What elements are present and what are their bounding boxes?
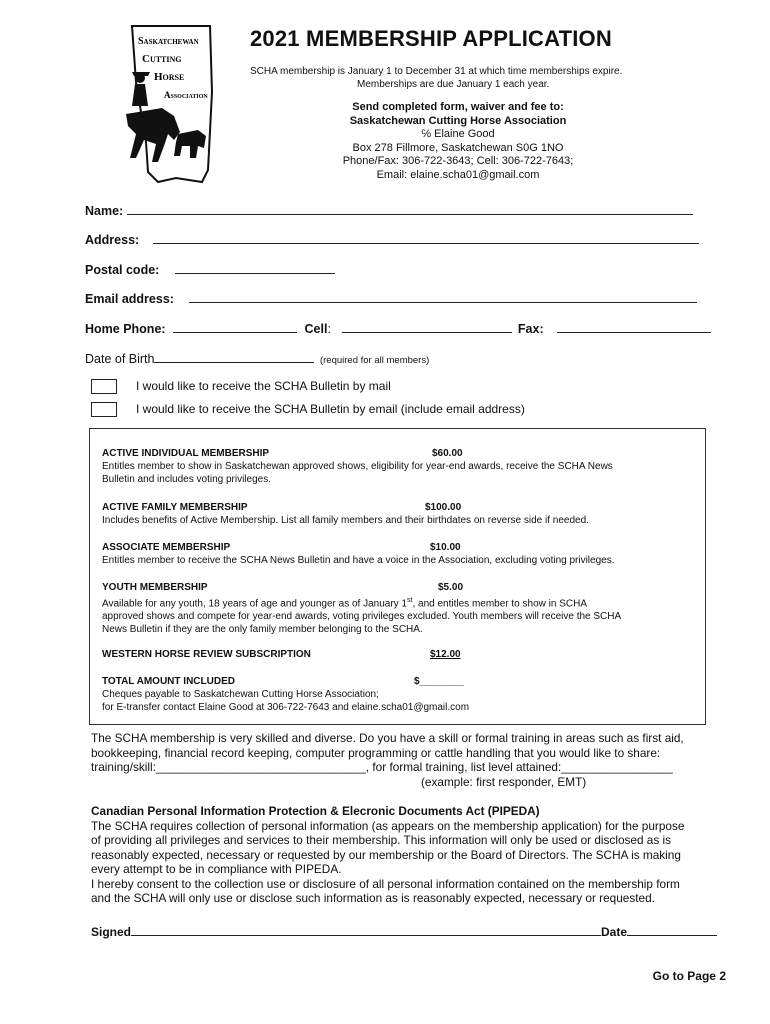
youth-price: $5.00 <box>438 582 464 593</box>
skills-section <box>91 731 731 789</box>
email-field <box>85 290 697 306</box>
name-label: Name: <box>85 204 124 218</box>
total-desc-2: for E-transfer contact Elaine Good at 306-722-7643 and elaine.scha01@gmail.com <box>102 702 470 713</box>
phone-row: Home Phone: Cell: Fax: <box>85 320 711 336</box>
dob-label: Date of Birth <box>85 352 155 366</box>
pipeda-line-3: reasonably expected, necessary or requested by our membership or the Board of Directors. The SCHA is making <box>91 847 681 862</box>
dob-field <box>85 350 429 366</box>
associate-membership <box>102 541 692 567</box>
membership-options-box <box>89 428 706 725</box>
pipeda-line-4: every attempt to be in compliance with PIPEDA. <box>91 862 342 876</box>
skills-line-3: training/skill:________________________________, for formal training, list level attained:_________________ <box>91 760 673 774</box>
bulletin-email-checkbox[interactable] <box>91 402 117 417</box>
email-input-line[interactable] <box>189 290 697 303</box>
western-title: WESTERN HORSE REVIEW SUBSCRIPTION <box>102 649 311 660</box>
active-individual-desc-2: Bulletin and includes voting privileges. <box>102 474 271 485</box>
home-phone-label: Home Phone: <box>85 322 166 336</box>
youth-desc-1a: Available for any youth, 18 years of age and younger as of January 1 <box>102 598 408 610</box>
intro-line-1: SCHA membership is January 1 to December 31 at which time memberships expire. <box>250 66 623 77</box>
associate-desc-1: Entitles member to receive the SCHA News Bulletin and have a voice in the Association, excluding voting privileges. <box>102 555 615 566</box>
active-individual-desc-1: Entitles member to show in Saskatchewan approved shows, eligibility for year-end awards, receive the SCHA News <box>102 461 613 472</box>
logo-line-1: Saskatchewan <box>138 36 199 47</box>
youth-desc-sup: st <box>407 597 413 604</box>
home-phone-input-line[interactable] <box>173 320 297 333</box>
active-family-membership <box>102 501 692 527</box>
pipeda-line-2: of providing all privileges and services to their membership. This information will only be used or disclosed as is <box>91 833 672 847</box>
pipeda-section <box>91 804 731 906</box>
signed-input-line[interactable] <box>131 924 601 936</box>
name-input-line[interactable] <box>127 202 693 215</box>
pipeda-line-1: The SCHA requires collection of personal information (as appears on the membership application) for the purpose <box>91 818 685 833</box>
active-individual-title: ACTIVE INDIVIDUAL MEMBERSHIP <box>102 448 270 459</box>
dob-note: (required for all members) <box>319 355 430 366</box>
fax-label: Fax: <box>517 322 544 336</box>
scha-logo <box>118 22 224 186</box>
youth-desc-1b: , and entitles member to show in SCHA <box>412 598 587 610</box>
cell-input-line[interactable] <box>342 320 512 333</box>
pipeda-heading: Canadian Personal Information Protection & Elecronic Documents Act (PIPEDA) <box>91 804 540 818</box>
youth-title: YOUTH MEMBERSHIP <box>102 582 208 593</box>
address-input-line[interactable] <box>153 231 699 244</box>
total-price: $________ <box>414 676 465 687</box>
bulletin-mail-label: I would like to receive the SCHA Bulletin by mail <box>136 379 391 393</box>
send-email: Email: elaine.scha01@gmail.com <box>376 169 540 181</box>
western-horse-review <box>102 648 692 661</box>
dob-input-line[interactable] <box>154 350 314 363</box>
skills-line-4: (example: first responder, EMT) <box>421 774 587 789</box>
send-org: Saskatchewan Cutting Horse Association <box>349 115 567 127</box>
address-field <box>85 231 699 247</box>
youth-membership <box>102 581 692 636</box>
signature-row <box>91 924 717 939</box>
skills-line-2: bookkeeping, financial record keeping, computer programming or cattle handling that you would like to share: <box>91 745 661 760</box>
pipeda-line-6: and the SCHA will only use or disclose such information as is reasonably expected, necessary or requested. <box>91 891 655 905</box>
logo-line-3: Horse <box>154 71 185 83</box>
date-label: Date <box>601 925 628 939</box>
date-input-line[interactable] <box>627 924 717 936</box>
total-desc-1: Cheques payable to Saskatchewan Cutting Horse Association; <box>102 689 379 700</box>
page-title: 2021 MEMBERSHIP APPLICATION <box>250 26 612 51</box>
send-phone: Phone/Fax: 306-722-3643; Cell: 306-722-7643; <box>342 155 574 167</box>
fax-input-line[interactable] <box>557 320 711 333</box>
western-price: $12.00 <box>430 649 461 660</box>
logo-line-2: Cutting <box>142 53 182 65</box>
logo-line-4: Association <box>164 90 208 100</box>
active-family-price: $100.00 <box>425 502 462 513</box>
associate-price: $10.00 <box>430 542 461 553</box>
email-label: Email address: <box>85 292 174 306</box>
total-title: TOTAL AMOUNT INCLUDED <box>102 676 235 687</box>
active-individual-price: $60.00 <box>432 448 463 459</box>
postal-field <box>85 261 335 277</box>
signed-label: Signed <box>91 925 132 939</box>
cell-label: Cell <box>304 322 328 336</box>
go-to-page-2[interactable]: Go to Page 2 <box>652 969 726 983</box>
name-field <box>85 202 693 218</box>
postal-label: Postal code: <box>85 263 160 277</box>
send-heading: Send completed form, waiver and fee to: <box>352 101 564 113</box>
address-label: Address: <box>85 233 140 247</box>
active-family-title: ACTIVE FAMILY MEMBERSHIP <box>102 502 248 513</box>
associate-title: ASSOCIATE MEMBERSHIP <box>102 542 231 553</box>
send-box: Box 278 Fillmore, Saskatchewan S0G 1NO <box>352 142 564 154</box>
intro-line-2: Memberships are due January 1 each year. <box>357 79 550 90</box>
bulletin-email-label: I would like to receive the SCHA Bulletin by email (include email address) <box>136 402 525 416</box>
active-family-desc-1: Includes benefits of Active Membership. List all family members and their birthdates on reverse side if needed. <box>102 515 589 526</box>
send-care-of: ℅ Elaine Good <box>421 128 495 140</box>
skills-line-1: The SCHA membership is very skilled and diverse. Do you have a skill or formal training in areas such as first aid, <box>91 731 684 745</box>
youth-desc-3: News Bulletin if they are the only family member belonging to the SCHA. <box>102 624 423 636</box>
total-amount <box>102 675 692 714</box>
bulletin-mail-checkbox[interactable] <box>91 379 117 394</box>
youth-desc-2: approved shows and compete for year-end awards, voting privileges excluded. Youth members will receive the SCHA <box>102 611 622 623</box>
active-individual-membership <box>102 447 692 486</box>
postal-input-line[interactable] <box>175 261 335 274</box>
pipeda-line-5: I hereby consent to the collection use or disclosure of all personal information contained on the membership form <box>91 876 680 891</box>
